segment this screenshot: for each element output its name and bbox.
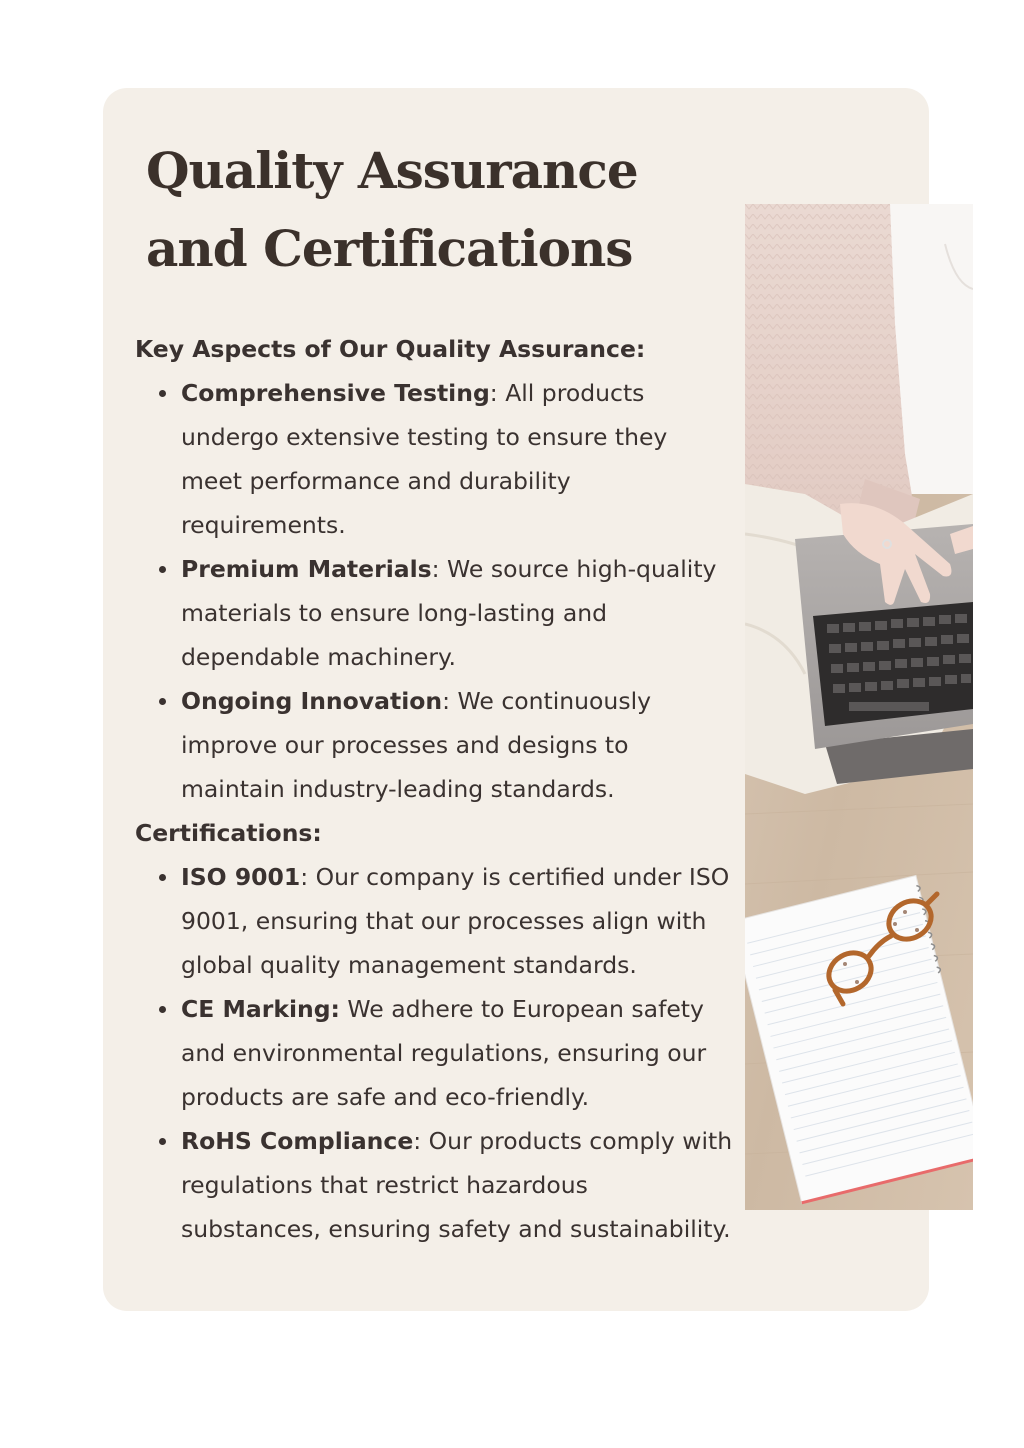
list-item xyxy=(181,855,735,987)
item-separator: : xyxy=(413,1127,422,1155)
certifications-heading: Certifications: xyxy=(135,819,322,847)
list-item xyxy=(181,987,735,1119)
item-separator: : xyxy=(489,379,498,407)
item-term: RoHS Compliance xyxy=(181,1127,414,1155)
certifications-list xyxy=(135,855,735,1251)
item-separator: : xyxy=(442,687,451,715)
item-text: We adhere to European safety and environmental regulations, ensuring our products are safe and eco-friendly. xyxy=(181,995,707,1111)
item-text: All products undergo extensive testing to ensure they meet performance and durability requirements. xyxy=(181,379,668,539)
quality-assurance-list xyxy=(135,371,735,811)
quality-assurance-heading: Key Aspects of Our Quality Assurance: xyxy=(135,335,646,363)
item-separator: : xyxy=(300,863,309,891)
item-term: ISO 9001 xyxy=(181,863,301,891)
item-text: We continuously improve our processes and designs to maintain industry-leading standards. xyxy=(181,687,652,803)
item-text: We source high-quality materials to ensure long-lasting and dependable machinery. xyxy=(181,555,717,671)
laptop-notebook-glasses-photo xyxy=(745,204,973,1210)
item-text: Our company is certified under ISO 9001, ensuring that our processes align with global quality management standards. xyxy=(181,863,730,979)
item-term: Ongoing Innovation xyxy=(181,687,443,715)
item-term: Comprehensive Testing xyxy=(181,379,490,407)
list-item xyxy=(181,679,735,811)
list-item xyxy=(181,371,735,547)
item-term: CE Marking: xyxy=(181,995,340,1023)
item-separator: : xyxy=(431,555,440,583)
content-body xyxy=(135,327,735,1251)
page-title: Quality Assurance and Certifications xyxy=(146,141,638,278)
list-item xyxy=(181,1119,735,1251)
item-text: Our products comply with regulations that restrict hazardous substances, ensuring safety and sustainability. xyxy=(181,1127,733,1243)
list-item xyxy=(181,547,735,679)
item-term: Premium Materials xyxy=(181,555,432,583)
